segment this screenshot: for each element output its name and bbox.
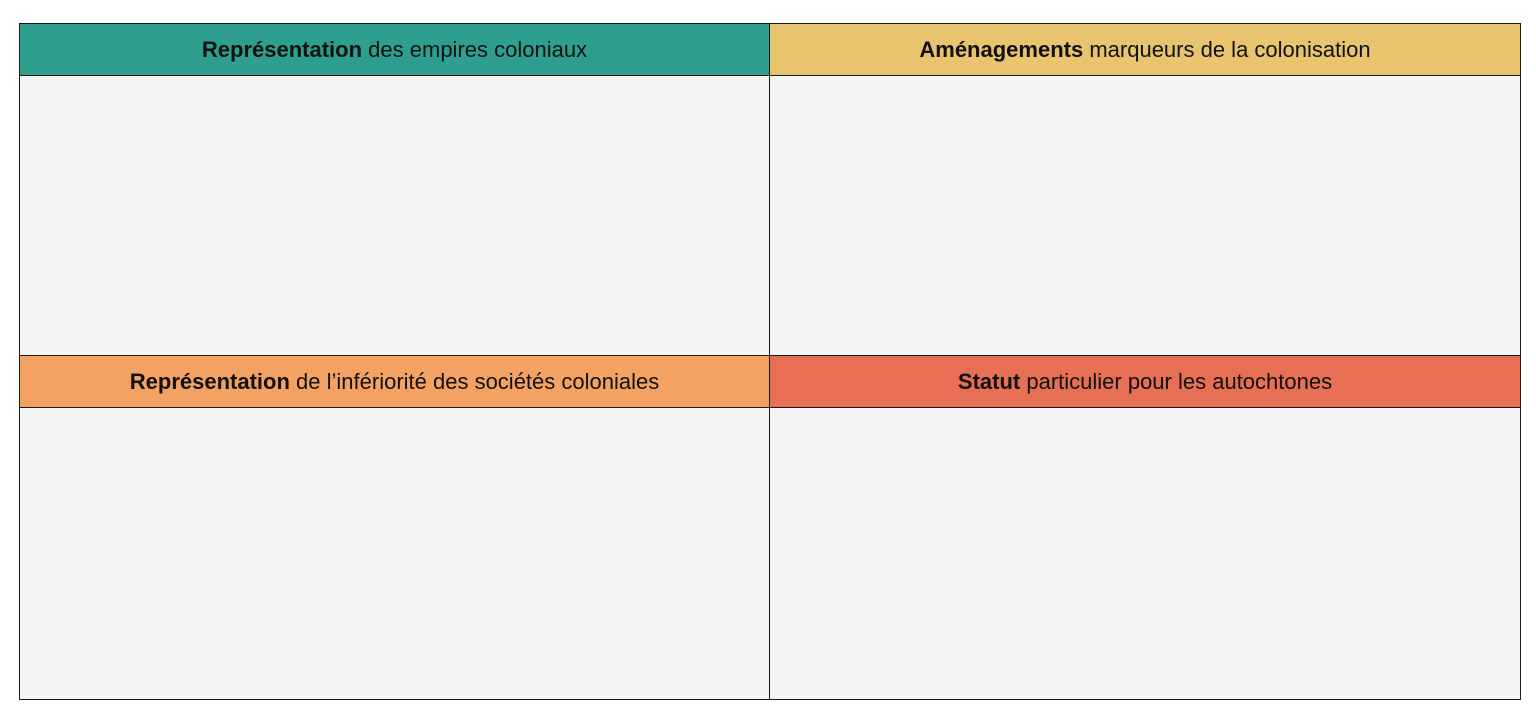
- section-header-bold: Représentation: [129, 368, 290, 394]
- section-header-empires: [20, 24, 770, 76]
- section-body-empires[interactable]: [20, 76, 770, 356]
- section-header-rest: des empires coloniaux: [362, 36, 588, 62]
- section-header-rest: marqueurs de la colonisation: [1083, 36, 1371, 62]
- section-body-inferiorite[interactable]: [20, 408, 770, 699]
- section-header-rest: de l’infériorité des sociétés coloniales: [289, 368, 660, 394]
- section-header-bold: Aménagements: [919, 36, 1084, 62]
- section-header-amenagements: [770, 24, 1520, 76]
- section-header-bold: Statut: [957, 368, 1021, 394]
- section-header-bold: Représentation: [201, 36, 363, 62]
- section-body-amenagements[interactable]: [770, 76, 1520, 356]
- section-header-inferiorite: [20, 356, 770, 408]
- section-header-rest: particulier pour les autochtones: [1020, 368, 1333, 394]
- section-header-statut: [770, 356, 1520, 408]
- section-body-statut[interactable]: [770, 408, 1520, 699]
- colonization-table: [19, 23, 1521, 700]
